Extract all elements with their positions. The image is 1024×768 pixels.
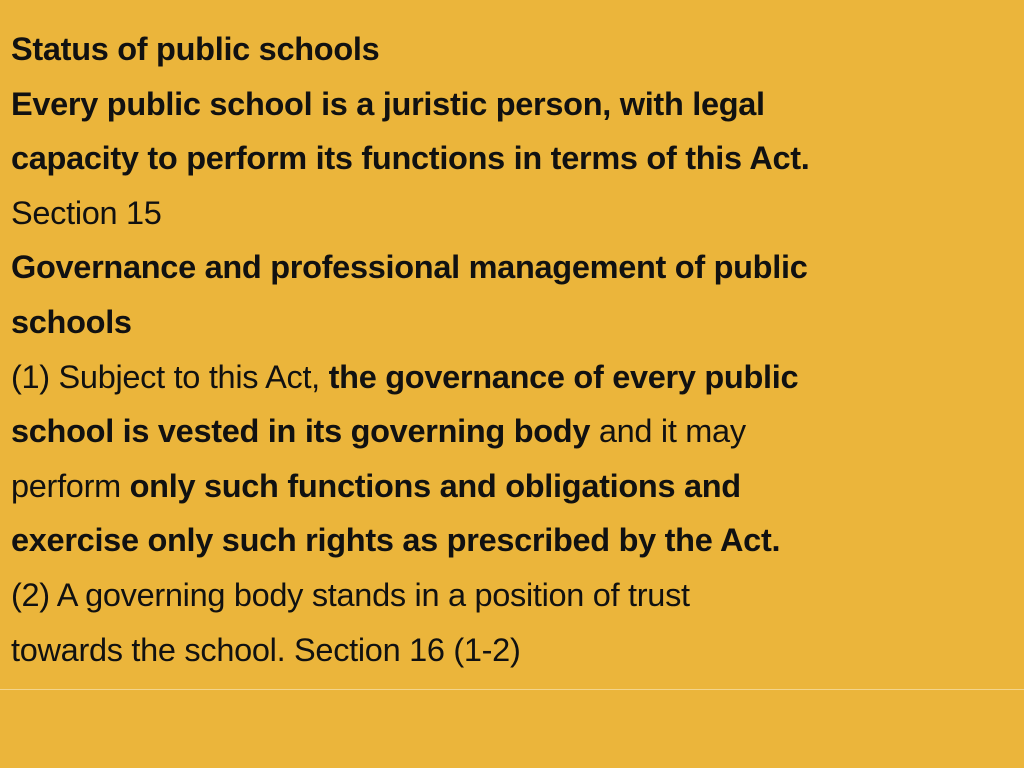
text-line	[11, 568, 1016, 623]
text-run: and it may	[590, 413, 746, 450]
text-run: perform	[11, 467, 130, 504]
text-line	[11, 295, 1016, 350]
text-line	[11, 22, 1016, 77]
heading-governance-cont: schools	[11, 303, 132, 340]
text-line	[11, 186, 1016, 241]
text-line	[11, 459, 1016, 514]
text-line	[11, 240, 1016, 295]
text-run-bold: exercise only such rights as prescribed by the Act.	[11, 522, 781, 559]
text-line	[11, 77, 1016, 132]
text-run-bold: the governance of every public	[328, 358, 799, 395]
text-run-bold: only such functions and obligations and	[129, 467, 741, 504]
section-reference: towards the school. Section 16 (1-2)	[11, 631, 521, 668]
heading-status-of-public-schools: Status of public schools	[11, 31, 380, 67]
text-line	[11, 350, 1016, 405]
text-run: capacity to perform its functions in terms of this Act.	[11, 140, 810, 177]
text-run-bold: school is vested in its governing body	[11, 413, 591, 450]
text-run: (1) Subject to this Act,	[11, 358, 329, 395]
text-line	[11, 513, 1016, 568]
text-line	[11, 623, 1016, 678]
text-run: Every public school is a juristic person, with legal	[11, 85, 765, 122]
text-run: (2) A governing body stands in a position of trust	[11, 576, 690, 613]
text-line	[11, 131, 1016, 186]
slide-body-text	[11, 22, 1016, 677]
divider-line	[0, 689, 1024, 690]
text-line	[11, 404, 1016, 459]
heading-governance: Governance and professional management of public	[11, 249, 808, 286]
section-reference: Section 15	[11, 194, 162, 231]
